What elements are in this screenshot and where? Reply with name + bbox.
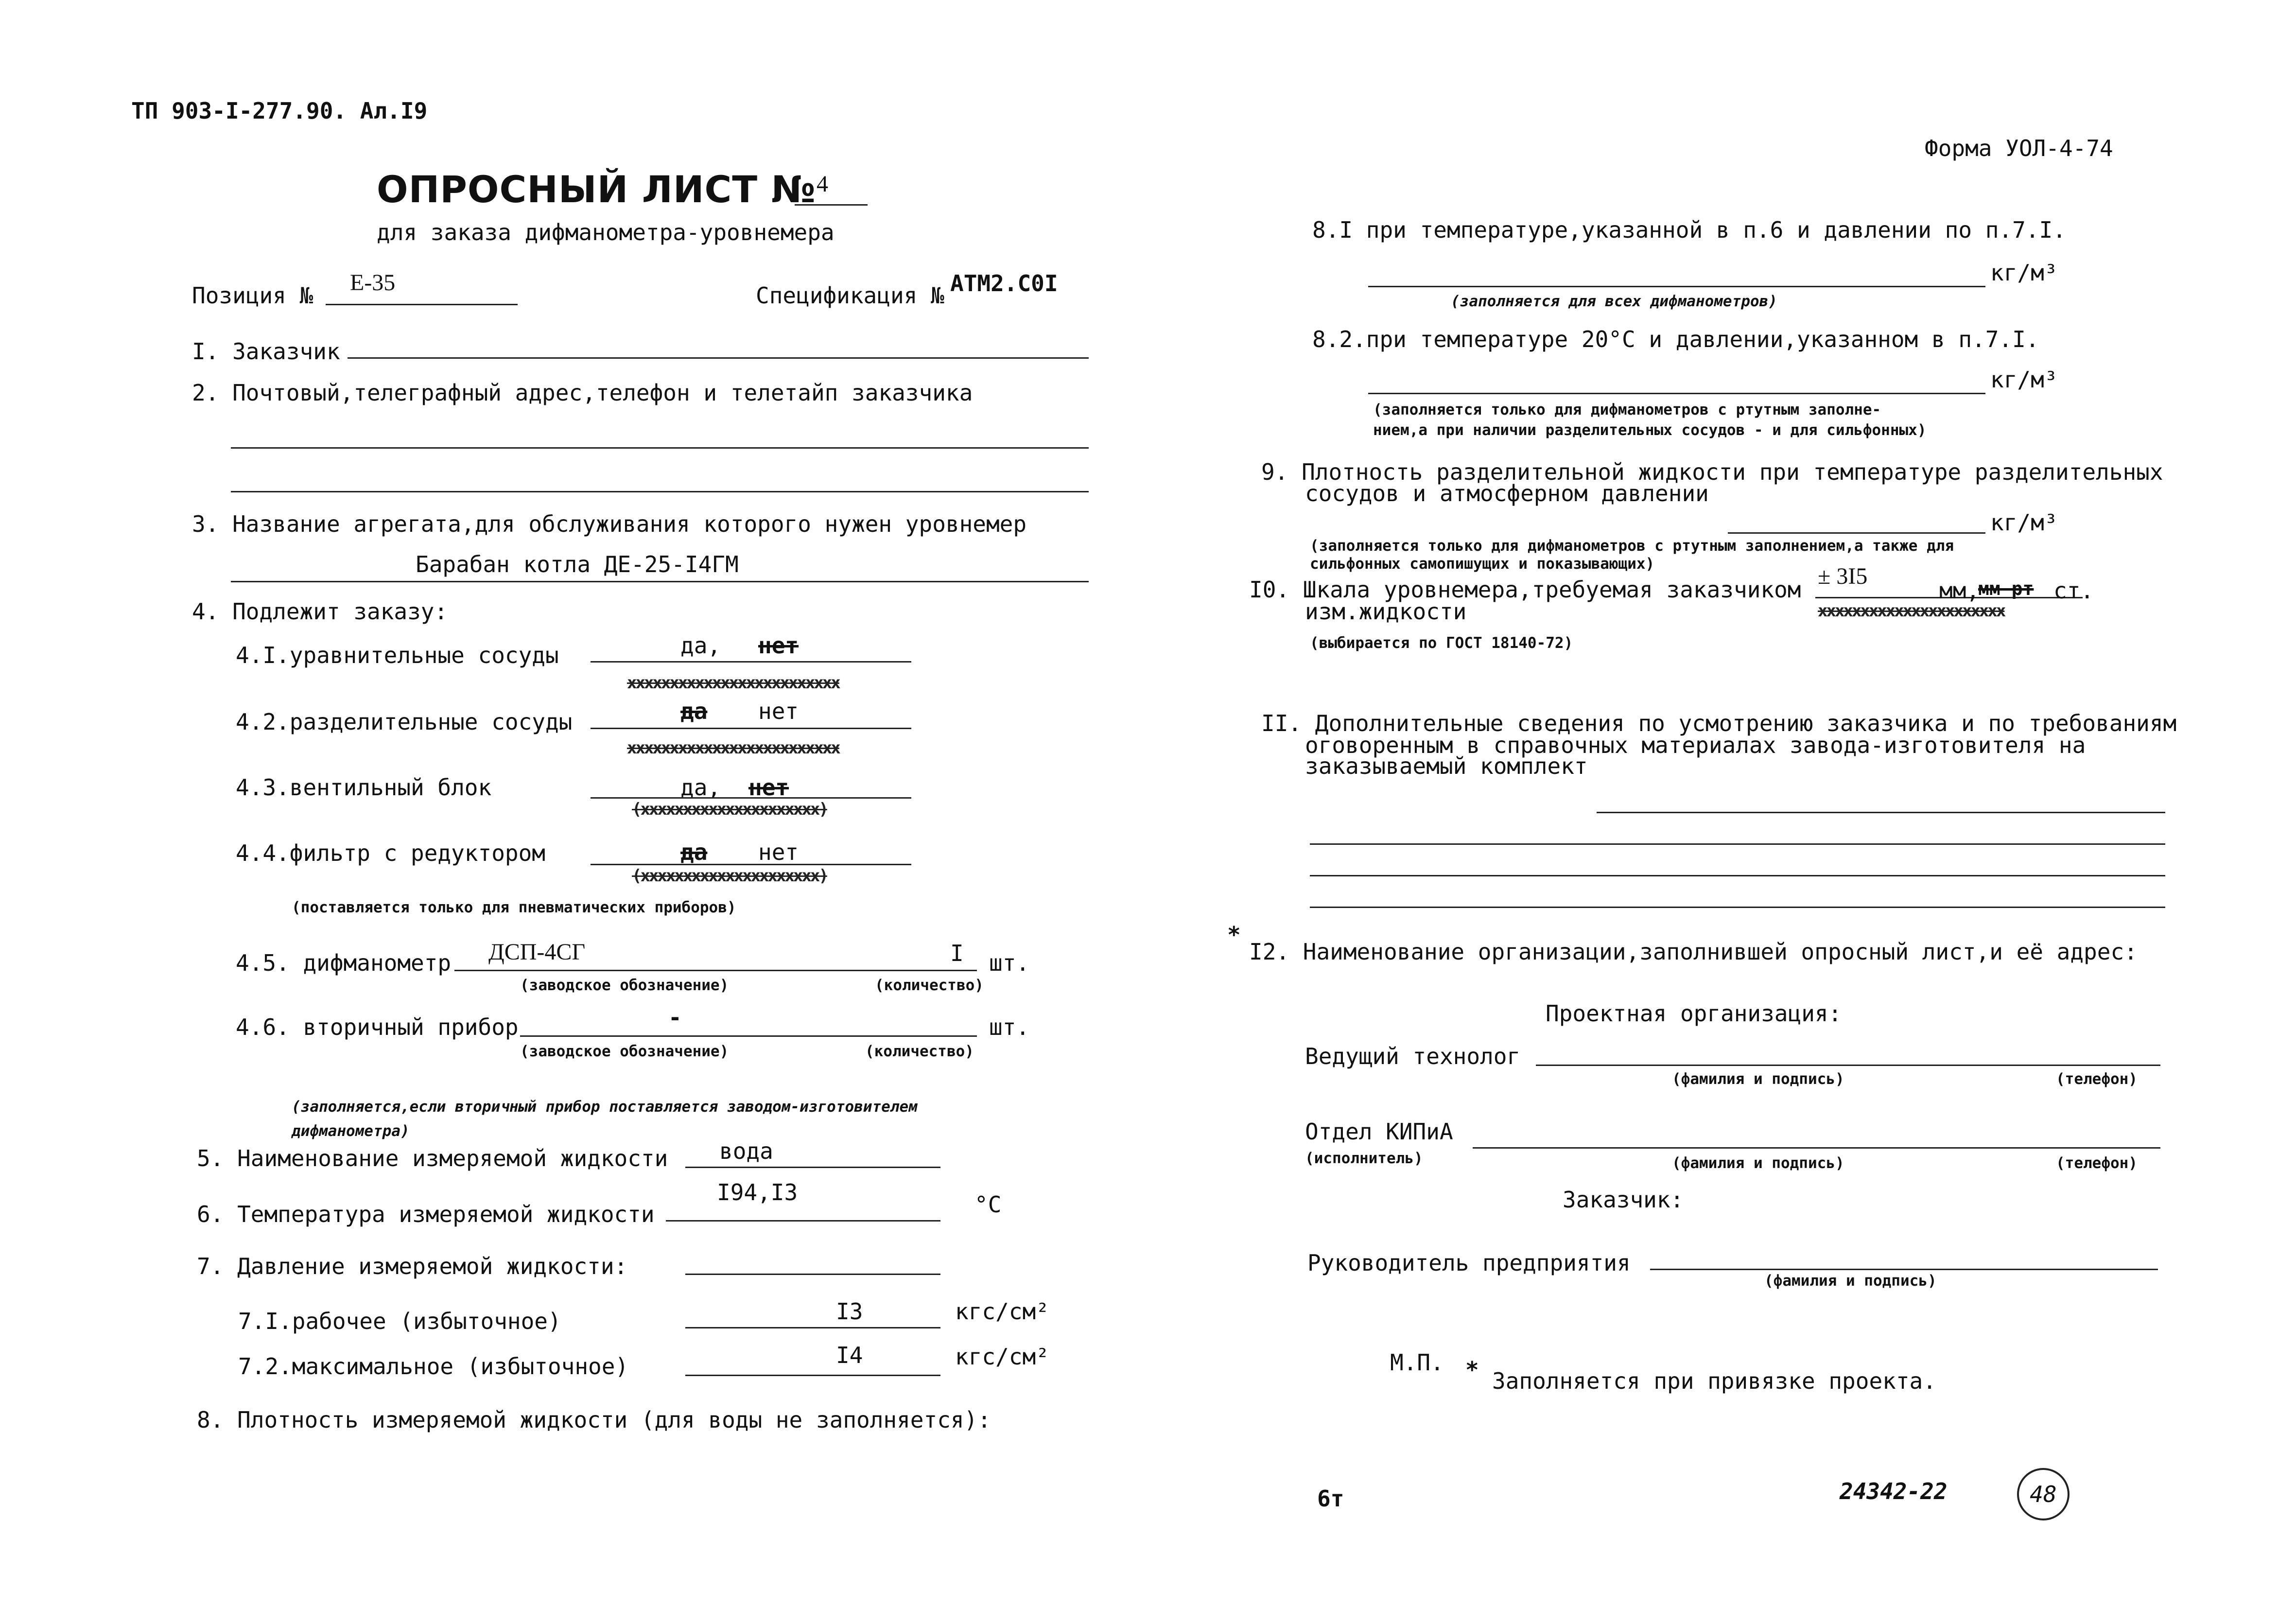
- q9-note-2: сильфонных самопишущих и показывающих): [1310, 555, 1655, 573]
- q82-note-1: (заполняется только для дифманометров с ртутным заполне-: [1373, 401, 1881, 419]
- q1-label: I. Заказчик: [192, 338, 340, 365]
- secondary-note-2: дифманометра): [292, 1122, 410, 1140]
- q7-label: 7. Давление измеряемой жидкости:: [197, 1253, 628, 1279]
- q4-label: 4. Подлежит заказу:: [192, 598, 448, 625]
- q46-label: 4.6. вторичный прибор: [236, 1014, 519, 1040]
- q41-value: да,: [680, 632, 721, 659]
- director-label: Руководитель предприятия: [1307, 1250, 1631, 1276]
- q2-line-1: [231, 447, 1089, 449]
- q9-note-1: (заполняется только для дифманометров с ртутным заполнением,а также для: [1310, 537, 1954, 555]
- q46-unit: шт.: [989, 1014, 1030, 1040]
- q3-line: [231, 581, 1089, 582]
- q72-value: I4: [836, 1342, 863, 1368]
- q81-line: [1368, 286, 1985, 287]
- q71-line: [685, 1327, 940, 1328]
- q6-line: [666, 1220, 940, 1222]
- q72-unit: кгс/см²: [955, 1344, 1049, 1370]
- design-org-label: Проектная организация:: [1546, 1000, 1842, 1027]
- q41-struck: нет: [758, 632, 799, 659]
- form-code: Форма УОЛ-4-74: [1925, 135, 2113, 161]
- dept-label: Отдел КИПиА: [1305, 1118, 1453, 1145]
- q43-struck: нет: [748, 774, 789, 801]
- q10-value: ± 3I5: [1818, 563, 1868, 589]
- title-number-line: [795, 204, 868, 206]
- q44-value: нет: [758, 839, 799, 865]
- q44-struck-note: (xxxxxxxxxxxxxxxxxxxxx): [632, 866, 827, 886]
- spec-label: Спецификация №: [756, 282, 944, 309]
- q71-value: I3: [836, 1298, 863, 1325]
- q46-note-factory: (заводское обозначение): [520, 1043, 729, 1060]
- page-subtitle: для заказа дифманометра-уровнемера: [377, 219, 835, 245]
- position-label: Позиция №: [192, 282, 313, 309]
- q44-struck: да: [680, 839, 708, 865]
- q10-label-1: I0. Шкала уровнемера,требуемая заказчиком: [1249, 576, 1801, 603]
- q46-value: -: [668, 1004, 682, 1031]
- q11-line-4: [1310, 907, 2165, 908]
- q42-value: нет: [758, 698, 799, 724]
- q3-label: 3. Название агрегата,для обслуживания которого нужен уровнемер: [192, 511, 1027, 537]
- q45-qty: I: [950, 940, 964, 966]
- q44-label: 4.4.фильтр с редуктором: [236, 840, 545, 866]
- q41-line: [591, 661, 911, 663]
- q45-note-qty: (количество): [875, 977, 984, 994]
- dept-note-sign: (фамилия и подпись): [1672, 1154, 1844, 1172]
- q5-label: 5. Наименование измеряемой жидкости: [197, 1145, 668, 1171]
- q10-struck-note: xxxxxxxxxxxxxxxxxxxxxx: [1818, 601, 2005, 621]
- q41-label: 4.I.уравнительные сосуды: [236, 642, 559, 668]
- lead-tech-note-sign: (фамилия и подпись): [1672, 1070, 1844, 1088]
- dept-line: [1473, 1147, 2160, 1149]
- q11-label-1: II. Дополнительные сведения по усмотрению заказчика и по требованиям: [1261, 710, 2177, 736]
- q82-note-2: нием,а при наличии разделительных сосудов - и для сильфонных): [1373, 421, 1927, 439]
- q71-unit: кгс/см²: [955, 1298, 1049, 1325]
- footer-left-code: 6т: [1317, 1485, 1344, 1512]
- position-value: Е-35: [350, 270, 396, 296]
- q44-line: [591, 864, 911, 865]
- q72-line: [685, 1375, 940, 1376]
- q8-label: 8. Плотность измеряемой жидкости (для воды не заполняется):: [197, 1407, 991, 1433]
- q45-line: [454, 970, 977, 971]
- corner-mark: ТП 903-I-277.90. Ал.I9: [131, 98, 428, 124]
- q43-struck-note: (xxxxxxxxxxxxxxxxxxxxx): [632, 800, 827, 819]
- q46-note-qty: (количество): [865, 1043, 974, 1060]
- q12-label: I2. Наименование организации,заполнившей опросный лист,и её адрес:: [1249, 939, 2138, 965]
- doc-number: 24342-22: [1840, 1478, 1948, 1504]
- page-title: [377, 168, 816, 211]
- q9-label-1: 9. Плотность разделительной жидкости при температуре разделительных: [1261, 459, 2163, 485]
- q6-value: I94,I3: [717, 1179, 798, 1205]
- q42-line: [591, 728, 911, 729]
- q10-label-2: изм.жидкости: [1305, 598, 1467, 625]
- position-line: [326, 304, 518, 305]
- q10-note: (выбирается по ГОСТ 18140-72): [1310, 634, 1573, 652]
- q12-mark: *: [1227, 922, 1241, 948]
- q82-line: [1368, 393, 1985, 394]
- q10-unit-end: ст.: [2053, 577, 2094, 604]
- q5-line: [685, 1167, 940, 1168]
- q5-value: вода: [719, 1138, 773, 1164]
- q11-line-2: [1310, 843, 2165, 845]
- q43-label: 4.3.вентильный блок: [236, 774, 492, 801]
- q2-line-2: [231, 491, 1089, 492]
- q44-note: (поставляется только для пневматических приборов): [292, 899, 736, 916]
- q81-note: (заполняется для всех дифманометров): [1451, 293, 1777, 310]
- director-line: [1650, 1269, 2158, 1270]
- q45-note-factory: (заводское обозначение): [520, 977, 729, 994]
- q11-label-2: оговоренным в справочных материалах завода-изготовителя на: [1305, 732, 2086, 758]
- q42-label: 4.2.разделительные сосуды: [236, 709, 573, 735]
- q42-struck: да: [680, 698, 708, 724]
- q2-label: 2. Почтовый,телеграфный адрес,телефон и телетайп заказчика: [192, 380, 973, 406]
- q43-value: да,: [680, 774, 721, 801]
- q11-line-1: [1597, 812, 2165, 813]
- footnote-text: Заполняется при привязке проекта.: [1492, 1368, 1936, 1394]
- title-number: 4: [817, 171, 828, 197]
- q82-unit: кг/м³: [1990, 367, 2058, 393]
- page-number: 48: [2017, 1468, 2070, 1520]
- q3-value: Барабан котла ДЕ-25-I4ГМ: [416, 551, 739, 577]
- q45-label: 4.5. дифманометр: [236, 950, 452, 976]
- director-note-sign: (фамилия и подпись): [1764, 1272, 1937, 1290]
- q81-label: 8.I при температуре,указанной в п.6 и давлении по п.7.I.: [1312, 217, 2066, 243]
- q1-line: [348, 357, 1089, 359]
- dept-note: (исполнитель): [1305, 1150, 1423, 1167]
- q42-struck-note: xxxxxxxxxxxxxxxxxxxxxxxxx: [627, 738, 839, 758]
- q72-label: 7.2.максимальное (избыточное): [238, 1353, 629, 1380]
- q9-line: [1728, 532, 1985, 534]
- q45-value: ДСП-4СГ: [488, 939, 586, 965]
- lead-tech-note-phone: (телефон): [2056, 1070, 2138, 1088]
- spec-value: АТМ2.С0I: [950, 270, 1058, 297]
- title-prefix: ОПРОСНЫЙ ЛИСТ №: [377, 168, 816, 211]
- q43-line: [591, 797, 911, 799]
- q6-label: 6. Температура измеряемой жидкости: [197, 1201, 655, 1227]
- lead-tech-line: [1536, 1065, 2160, 1066]
- q9-label-2: сосудов и атмосферном давлении: [1305, 480, 1709, 507]
- q10-unit-struck: мм рт: [1978, 578, 2034, 599]
- q82-label: 8.2.при температуре 20°С и давлении,указанном в п.7.I.: [1312, 326, 2039, 352]
- stamp-label: М.П.: [1390, 1349, 1444, 1376]
- q11-line-3: [1310, 875, 2165, 876]
- q81-unit: кг/м³: [1990, 260, 2058, 286]
- q7-line: [685, 1274, 940, 1275]
- q11-label-3: заказываемый комплект: [1305, 753, 1588, 779]
- q71-label: 7.I.рабочее (избыточное): [238, 1308, 561, 1334]
- q9-unit: кг/м³: [1990, 509, 2058, 536]
- q10-unit: мм,: [1939, 577, 1980, 604]
- q45-unit: шт.: [989, 950, 1030, 976]
- dept-note-phone: (телефон): [2056, 1154, 2138, 1172]
- q46-line: [520, 1035, 977, 1037]
- footnote-mark: *: [1465, 1357, 1479, 1383]
- lead-tech-label: Ведущий технолог: [1305, 1043, 1521, 1069]
- secondary-note-1: (заполняется,если вторичный прибор поставляется заводом-изготовителем: [292, 1098, 918, 1116]
- q6-unit: °С: [974, 1191, 1002, 1218]
- q41-struck-note: xxxxxxxxxxxxxxxxxxxxxxxxx: [627, 673, 839, 693]
- customer-label: Заказчик:: [1563, 1187, 1684, 1213]
